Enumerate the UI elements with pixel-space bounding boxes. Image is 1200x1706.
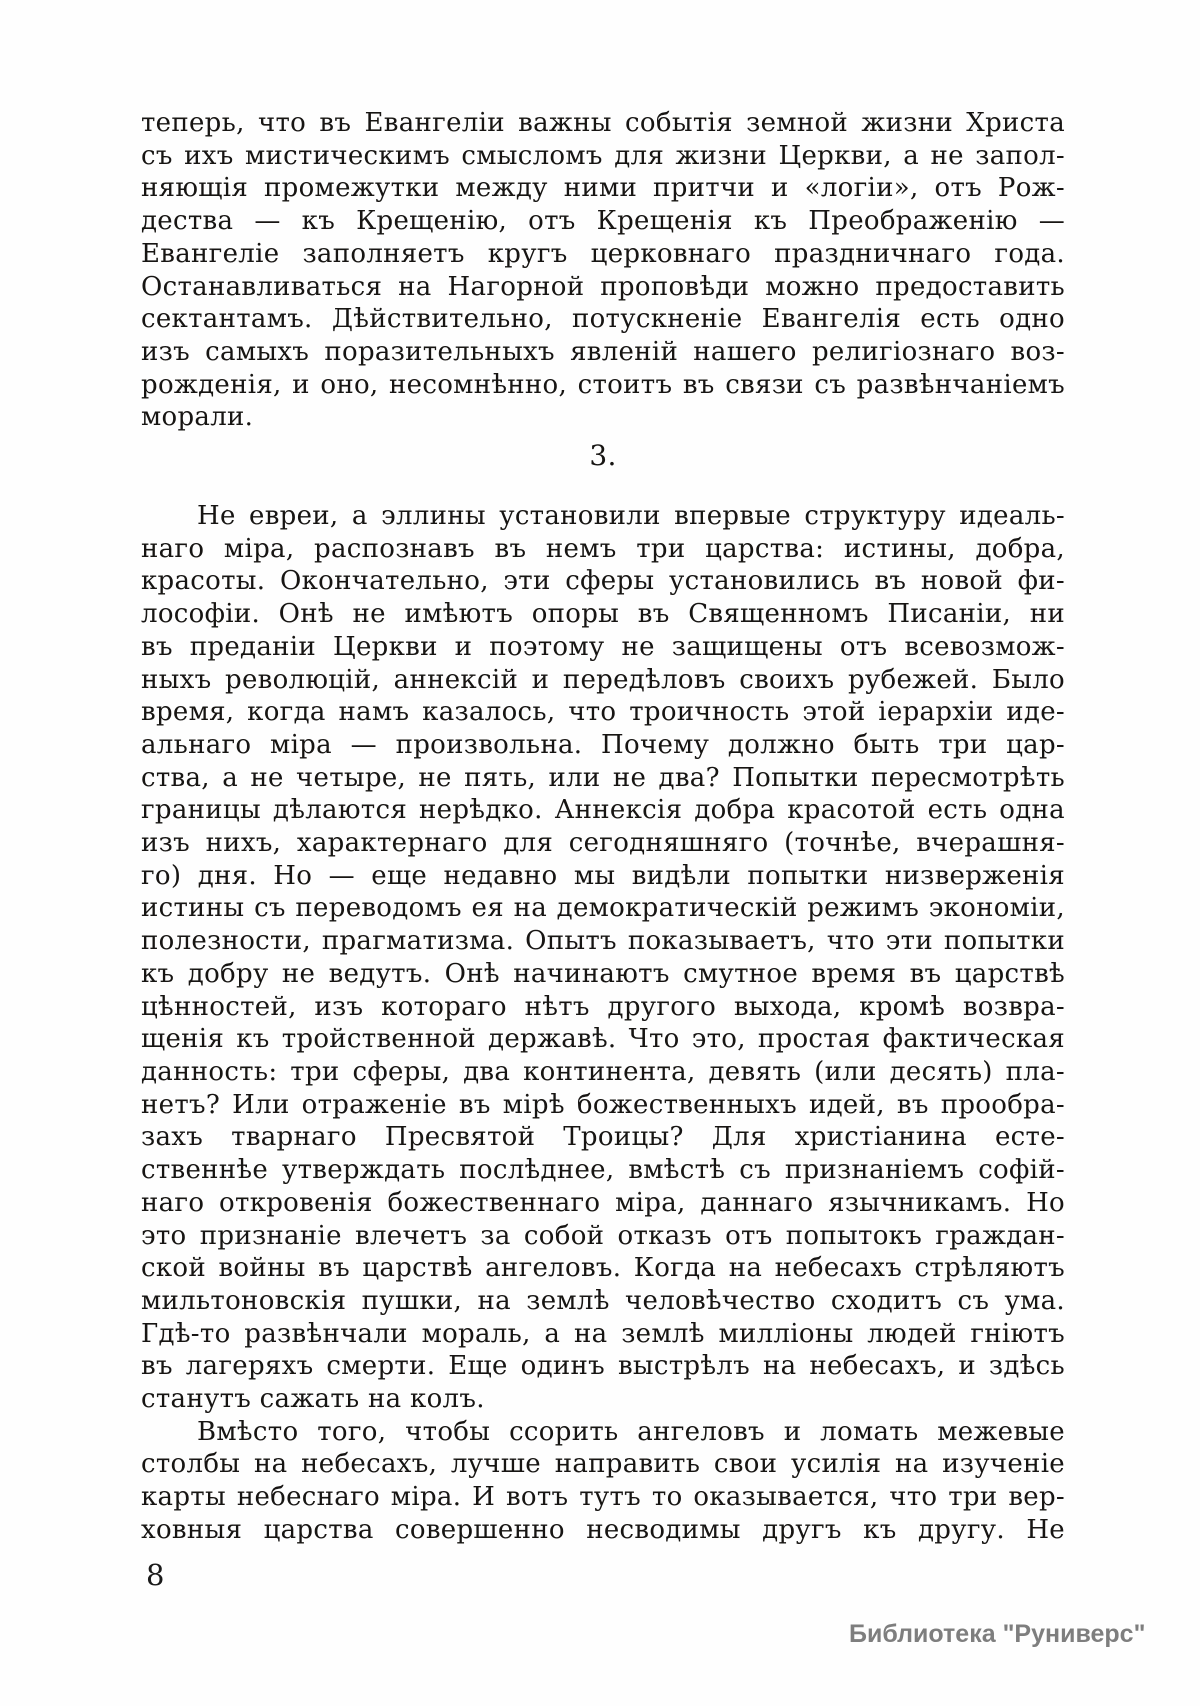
text-line: Гдѣ-то развѣнчали мораль, а на землѣ милліоны людей гніютъ (141, 1318, 1065, 1349)
text-line: рожденія, и оно, несомнѣнно, стоитъ въ связи съ развѣнчаніемъ (141, 369, 1065, 400)
text-line: няющія промежутки между ними притчи и «логіи», отъ Рож- (141, 173, 1065, 204)
text-line: лософіи. Онѣ не имѣютъ опоры въ Священномъ Писаніи, ни (141, 599, 1065, 630)
text-line: границы дѣлаются нерѣдко. Аннексія добра красотой есть одна (141, 795, 1065, 826)
text-line: морали. (141, 402, 254, 433)
text-line: столбы на небесахъ, лучше направить свои усилія на изученіе (141, 1449, 1065, 1480)
text-line: изъ самыхъ поразительныхъ явленій нашего религіознаго воз- (141, 336, 1065, 367)
text-line: Вмѣсто того, чтобы ссорить ангеловъ и ломать межевые (197, 1416, 1065, 1447)
text-line: карты небеснаго міра. И вотъ тутъ то оказывается, что три вер- (141, 1482, 1065, 1513)
text-line: станутъ сажать на колъ. (141, 1384, 485, 1415)
text-line: альнаго міра — произвольна. Почему должно быть три цар- (141, 729, 1065, 760)
text-line: полезности, прагматизма. Опытъ показываетъ, что эти попытки (141, 926, 1065, 957)
text-line: наго откровенія божественнаго міра, даннаго язычникамъ. Но (141, 1187, 1065, 1218)
text-line: наго міра, распознавъ въ немъ три царства: истины, добра, (141, 533, 1065, 564)
text-line: Останавливаться на Нагорной проповѣди можно предоставить (141, 271, 1065, 302)
text-line: ства, а не четыре, не пять, или не два? Попытки пересмотрѣть (141, 762, 1065, 793)
text-line: Евангеліе заполняетъ кругъ церковнаго праздничнаго года. (141, 238, 1065, 269)
text-line: го) дня. Но — еще недавно мы видѣли попытки низверженія (141, 860, 1065, 891)
text-line: дества — къ Крещенію, отъ Крещенія къ Преображенію — (141, 206, 1065, 237)
text-line: къ добру не ведутъ. Онѣ начинаютъ смутное время въ царствѣ (141, 958, 1065, 989)
text-line: щенія къ тройственной державѣ. Что это, простая фактическая (141, 1024, 1065, 1055)
text-block (141, 107, 1065, 1547)
text-line: захъ тварнаго Пресвятой Троицы? Для христіанина есте- (141, 1122, 1065, 1153)
paragraph (141, 1416, 1065, 1547)
text-line: красоты. Окончательно, эти сферы установились въ новой фи- (141, 566, 1065, 597)
text-line: Не евреи, а эллины установили впервые структуру идеаль- (197, 501, 1065, 532)
paragraph (141, 500, 1065, 1416)
section-heading: 3. (589, 439, 617, 473)
text-line: въ преданіи Церкви и поэтому не защищены отъ всевозмож- (141, 631, 1065, 662)
text-line: нетъ? Или отраженіе въ мірѣ божественныхъ идей, въ прообра- (141, 1089, 1065, 1120)
text-line: ныхъ революцій, аннексій и передѣловъ своихъ рубежей. Было (141, 664, 1065, 695)
text-line: это признаніе влечетъ за собой отказъ отъ попытокъ граждан- (141, 1220, 1065, 1251)
text-line: съ ихъ мистическимъ смысломъ для жизни Церкви, а не запол- (141, 140, 1065, 171)
text-line: въ лагеряхъ смерти. Еще одинъ выстрѣлъ на небесахъ, и здѣсь (141, 1351, 1065, 1382)
text-line: мильтоновскія пушки, на землѣ человѣчество сходитъ съ ума. (141, 1285, 1065, 1316)
text-line: данность: три сферы, два континента, девять (или десять) пла- (141, 1056, 1065, 1087)
text-line: сектантамъ. Дѣйствительно, потускненіе Евангелія есть одно (141, 304, 1065, 335)
text-line: ственнѣе утверждать послѣднее, вмѣстѣ съ признаніемъ софій- (141, 1155, 1065, 1186)
text-line: ховныя царства совершенно несводимы другъ къ другу. Не (141, 1514, 1065, 1545)
text-line: теперь, что въ Евангеліи важны событія земной жизни Христа (141, 108, 1065, 138)
text-line: изъ нихъ, характернаго для сегодняшняго (точнѣе, вчерашня- (141, 828, 1065, 859)
page-number: 8 (146, 1558, 165, 1592)
paragraph (141, 107, 1065, 434)
text-line: время, когда намъ казалось, что троичность этой іерархіи иде- (141, 697, 1065, 728)
library-watermark: Библиотека "Руниверс" (849, 1620, 1146, 1648)
text-line: ской войны въ царствѣ ангеловъ. Когда на небесахъ стрѣляютъ (141, 1253, 1065, 1284)
text-line: истины съ переводомъ ея на демократическій режимъ экономіи, (141, 893, 1065, 924)
text-line: цѣнностей, изъ котораго нѣтъ другого выхода, кромѣ возвра- (141, 991, 1065, 1022)
